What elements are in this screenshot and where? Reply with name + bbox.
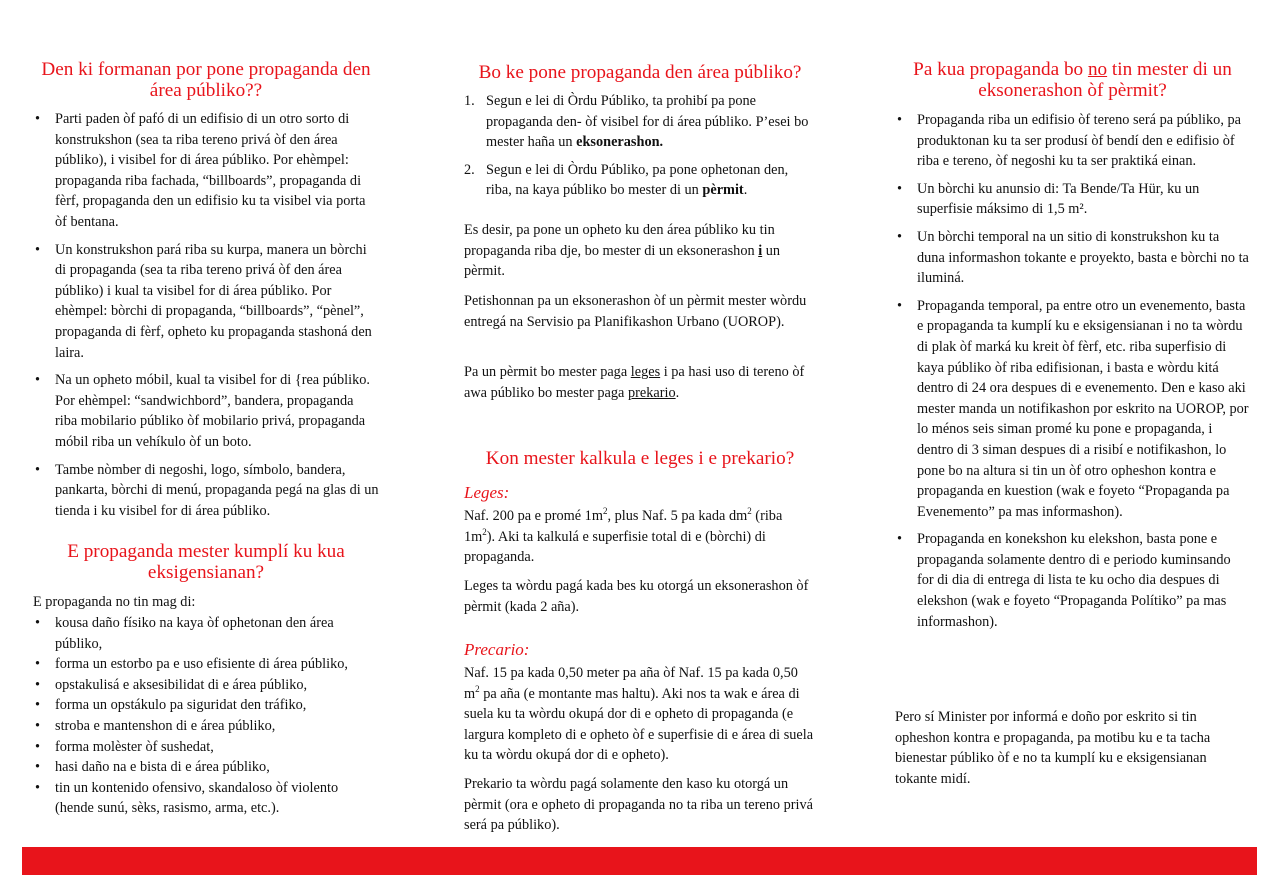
underlined-term: leges	[630, 364, 661, 380]
list-item: • opstakulisá e aksesibilidat di e área públiko,	[55, 675, 379, 696]
paragraph-both-needed	[464, 220, 816, 282]
list-item: • kousa daño físiko na kaya òf ophetonan den área públiko,	[55, 613, 379, 654]
emphasis: i	[758, 242, 763, 259]
paragraph-leges	[464, 506, 816, 568]
list-item: • tin un kontenido ofensivo, skandaloso òf violento (hende sunú, sèks, rasismo, arma, etc.).	[55, 778, 379, 819]
text: pa aña (e montante mas haltu). Aki nos ta wak e área di suela ku ta wòrdu okupá dor di e opheto di propaganda (e largura kompleto di e opheto òf e superfisie di e área di suela ku ta wòrdu okupá dor di e opheto).	[464, 685, 814, 764]
text: (riba 1m	[464, 508, 783, 545]
heading-text: Pa kua propaganda bo	[913, 59, 1088, 80]
list-item: • forma un opstákulo pa siguridat den tráfiko,	[55, 695, 379, 716]
paragraph-leges-2: Leges ta wòrdu pagá kada bes ku otorgá un eksonerashon òf pèrmit (kada 2 aña).	[464, 578, 809, 615]
list-item: • Na un opheto móbil, kual ta visibel for di {rea públiko. Por ehèmpel: “sandwichbord”, bandera, propaganda riba mobilario públiko òf mobilario privá, propaganda móbil riba un vehíkulo òf un boto.	[55, 370, 379, 452]
paragraph-precario	[464, 663, 816, 766]
numbered-list	[464, 91, 816, 208]
paragraph-payment	[464, 362, 816, 403]
text: .	[675, 384, 680, 401]
list-item: • Propaganda riba un edifisio òf tereno será pa públiko, pa produktonan ku ta ser produsí òf bendí den e edifisio òf riba e tereno, òf negoshi ku ta ser praktiká einan.	[917, 110, 1250, 172]
heading-underlined: no	[1087, 59, 1108, 80]
list-item: • Un konstrukshon pará riba su kurpa, manera un bòrchi di propaganda (sea ta riba tereno privá òf den área públiko) i kual ta visibel for di área públiko. Por ehèmpel: bòrchi di propaganda, “billboards”, “pènel”, propaganda di fèrf, opheto ku propaganda stashoná den laira.	[55, 240, 379, 364]
text: i pa hasi uso di tereno òf awa públiko bo mester paga	[464, 364, 805, 401]
list-item: • forma molèster òf sushedat,	[55, 737, 379, 758]
subheading-leges: Leges:	[464, 483, 510, 502]
list-text-after: .	[743, 182, 748, 199]
heading-calculate: Kon mester kalkula e leges i e prekario?	[485, 448, 795, 469]
text: un pèrmit.	[464, 242, 781, 280]
heading-want-propaganda: Bo ke pone propaganda den área públiko?	[478, 62, 802, 83]
text: Es desir, pa pone un opheto ku den área públiko ku tin propaganda riba dje, bo mester di un eksonerashon	[464, 222, 775, 259]
list-item: • hasi daño na e bista di e área públiko,	[55, 757, 379, 778]
superscript: 2	[482, 526, 487, 537]
text: Naf. 200 pa e promé 1m	[464, 508, 603, 524]
list-number: 2.	[464, 161, 475, 178]
paragraph-closing: Pero sí Minister por informá e doño por eskrito si tin opheshon kontra e propaganda, pa motibu ku e ta tacha bienestar públiko òf e no ta kumplí ku e eksigensianan tokante midí.	[895, 709, 1211, 787]
list-item: • Un bòrchi temporal na un sitio di konstrukshon ku ta duna informashon tokante e proyekto, basta e bòrchi no ta iluminá.	[917, 227, 1250, 289]
underlined-term: prekario	[627, 384, 676, 401]
superscript: 2	[475, 683, 480, 694]
superscript: 2	[602, 506, 608, 517]
text: ). Aki ta kalkulá e superfisie total di e (bòrchi) di propaganda.	[464, 528, 766, 566]
subheading-precario: Precario:	[464, 640, 530, 659]
paragraph-precario-2: Prekario ta wòrdu pagá solamente den kaso ku otorgá un pèrmit (ora e opheto di propaganda no ta riba un tereno privá será pa públiko).	[464, 776, 813, 834]
requirements-intro: E propaganda no tin mag di:	[33, 594, 196, 610]
bullet-list-requirements	[33, 613, 379, 819]
heading-text: tin mester di un eksonerashon òf pèrmit?	[978, 59, 1232, 101]
list-item: • Propaganda temporal, pa entre otro un evenemento, basta e propaganda ta kumplí ku e eksigensianan i no ta wòrdu di plak òf marká ku kreit òf fèrf, etc. riba superfisio di kaya públiko òf riba edifisionan, i basta e wòrdu kitá dentro di 24 ora despues di e evenemento. Den e kaso aki mester manda un notifikashon por eskrito na UOROP, por lo ménos seis siman promé ku pone e propaganda, i dentro di 3 siman despues di a risibí e notifikashon, lo pone bo na altura si tin un òf otro opheshon kontra e propaganda en kuestion (wak e foyeto “Propaganda pa Evenemento” pa mas informashon).	[917, 296, 1250, 523]
list-text: Segun e lei di Òrdu Públiko, pa pone ophetonan den, riba, na kaya públiko bo mester di un	[486, 161, 789, 199]
list-item	[464, 160, 816, 201]
list-item: • Un bòrchi ku anunsio di: Ta Bende/Ta Hür, ku un superfisie máksimo di 1,5 m².	[917, 179, 1250, 220]
text: Naf. 15 pa kada 0,50 meter pa aña òf Naf. 15 pa kada 0,50 m	[464, 665, 798, 702]
bullet-list-forms	[33, 109, 379, 528]
list-bold: eksonerashon.	[576, 134, 664, 151]
list-item	[464, 91, 816, 153]
text: Pa un pèrmit bo mester paga	[464, 364, 631, 380]
paragraph-petitions: Petishonnan pa un eksonerashon òf un pèrmit mester wòrdu entregá na Servisio pa Planifikashon Urbano (UOROP).	[464, 293, 807, 330]
list-item: • forma un estorbo pa e uso efisiente di área públiko,	[55, 654, 379, 675]
list-number: 1.	[464, 93, 475, 109]
list-bold: pèrmit	[702, 182, 744, 199]
list-item: • Propaganda en konekshon ku elekshon, basta pone e propaganda solamente dentro di e periodo kuminsando for di dia di entrega di lista te ku ocho dia despues di elekshon (wak e foyeto “Propaganda Polítiko” pa mas informashon).	[917, 529, 1250, 632]
text: , plus Naf. 5 pa kada dm	[607, 508, 748, 524]
list-text: Segun e lei di Òrdu Públiko, ta prohibí pa pone propaganda den- òf visibel for di área públiko. P’esei bo mester haña un	[486, 93, 809, 151]
footer-bar	[22, 847, 1257, 875]
list-item: • Parti paden òf pafó di un edifisio di un otro sorto di konstrukshon (sea ta riba tereno privá òf den área públiko), i visibel for di área públiko. Por ehèmpel: propaganda riba fachada, “billboards”, propaganda di fèrf, propaganda den un edifisio ku ta visibel via porta òf bentana.	[55, 109, 379, 233]
list-item: • stroba e mantenshon di e área públiko,	[55, 716, 379, 737]
superscript: 2	[747, 506, 752, 517]
heading-requirements: E propaganda mester kumplí ku kua eksigensianan?	[67, 541, 345, 583]
heading-where-propaganda: Den ki formanan por pone propaganda den área públiko??	[41, 59, 371, 101]
heading-no-exemption	[895, 59, 1250, 101]
bullet-list-no-exemption	[895, 110, 1250, 639]
list-item: • Tambe nòmber di negoshi, logo, símbolo, bandera, pankarta, bòrchi di menú, propaganda pegá na glas di un tienda i ku visibel for di área públiko.	[55, 460, 379, 522]
